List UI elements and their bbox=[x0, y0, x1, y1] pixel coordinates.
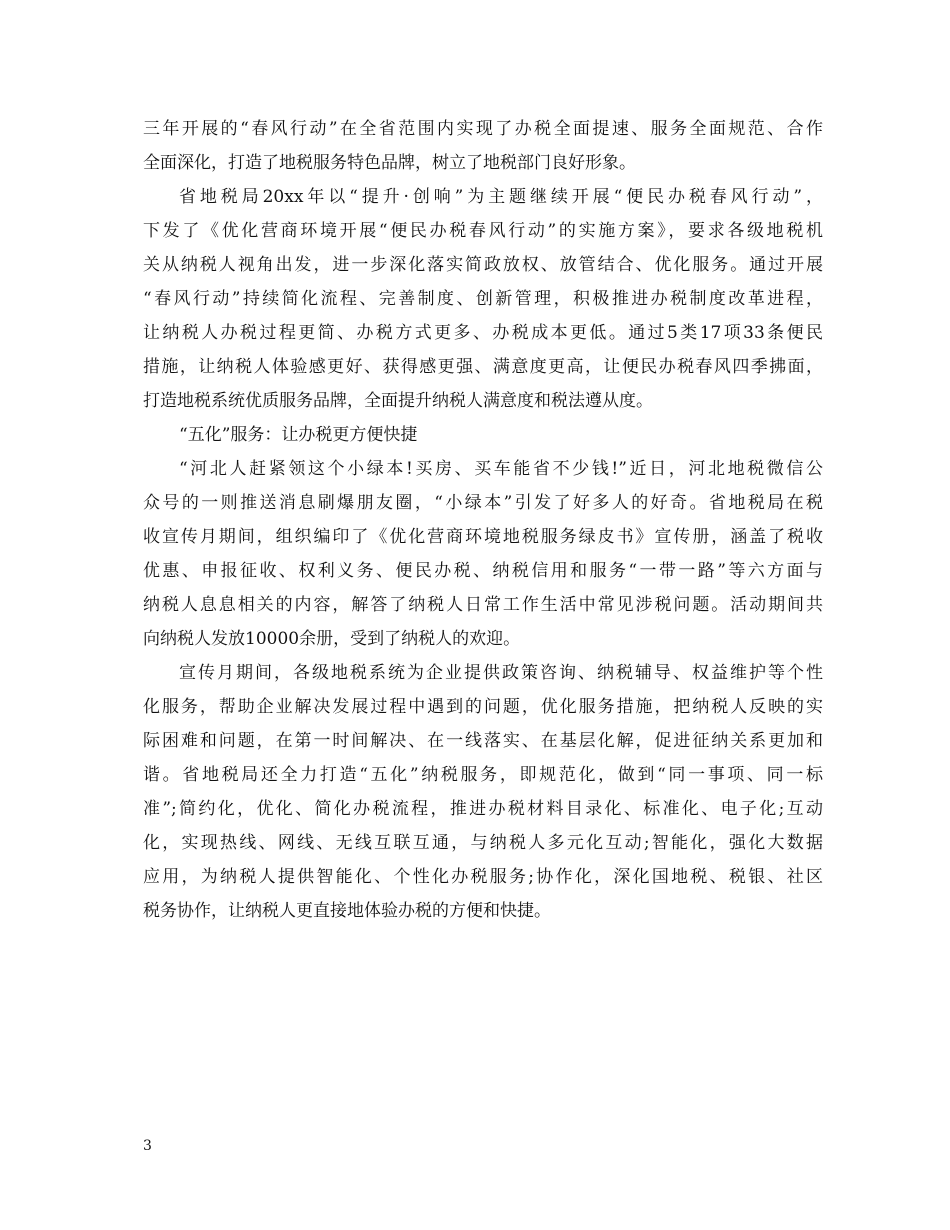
paragraph bbox=[143, 112, 823, 180]
text-line: 纳税人息息相关的内容，解答了纳税人日常工作生活中常见涉税问题。活动期间共 bbox=[143, 595, 823, 615]
paragraph bbox=[143, 180, 823, 418]
text-line: 三年开展的“春风行动”在全省范围内实现了办税全面提速、服务全面规范、合作 bbox=[143, 119, 823, 139]
text-line: 省地税局20xx年以“提升·创响”为主题继续开展“便民办税春风行动”， bbox=[179, 187, 823, 207]
paragraph bbox=[143, 452, 823, 656]
text-line: 税务协作，让纳税人更直接地体验办税的方便和快捷。 bbox=[143, 901, 551, 921]
document-body bbox=[143, 112, 823, 928]
text-line: 全面深化，打造了地税服务特色品牌，树立了地税部门良好形象。 bbox=[143, 153, 636, 173]
text-line: 优惠、申报征收、权利义务、便民办税、纳税信用和服务“一带一路”等六方面与 bbox=[143, 561, 823, 581]
text-line: 际困难和问题，在第一时间解决、在一线落实、在基层化解，促进征纳关系更加和 bbox=[143, 731, 823, 751]
text-line: “五化”服务：让办税更方便快捷 bbox=[179, 425, 418, 445]
text-line: 众号的一则推送消息刷爆朋友圈，“小绿本”引发了好多人的好奇。省地税局在税 bbox=[143, 493, 823, 513]
text-line: 关从纳税人视角出发，进一步深化落实简政放权、放管结合、优化服务。通过开展 bbox=[143, 255, 823, 275]
text-line: 应用，为纳税人提供智能化、个性化办税服务;协作化，深化国地税、税银、社区 bbox=[143, 867, 823, 887]
paragraph bbox=[143, 418, 823, 452]
text-line: 措施，让纳税人体验感更好、获得感更强、满意度更高，让便民办税春风四季拂面， bbox=[143, 357, 823, 377]
text-line: 准”;简约化，优化、简化办税流程，推进办税材料目录化、标准化、电子化;互动 bbox=[143, 799, 823, 819]
text-line: 下发了《优化营商环境开展“便民办税春风行动”的实施方案》，要求各级地税机 bbox=[143, 221, 823, 241]
text-line: “春风行动”持续简化流程、完善制度、创新管理，积极推进办税制度改革进程， bbox=[143, 289, 823, 309]
paragraph bbox=[143, 656, 823, 928]
text-line: 让纳税人办税过程更简、办税方式更多、办税成本更低。通过5类17项33条便民 bbox=[143, 323, 823, 343]
text-line: 向纳税人发放10000余册，受到了纳税人的欢迎。 bbox=[143, 629, 521, 649]
text-line: 谐。省地税局还全力打造“五化”纳税服务，即规范化，做到“同一事项、同一标 bbox=[143, 765, 823, 785]
text-line: 宣传月期间，各级地税系统为企业提供政策咨询、纳税辅导、权益维护等个性 bbox=[179, 663, 823, 683]
page-number: 3 bbox=[143, 1138, 152, 1154]
text-line: 化，实现热线、网线、无线互联互通，与纳税人多元化互动;智能化，强化大数据 bbox=[143, 833, 823, 853]
text-line: 打造地税系统优质服务品牌，全面提升纳税人满意度和税法遵从度。 bbox=[143, 391, 653, 411]
text-line: “河北人赶紧领这个小绿本!买房、买车能省不少钱!”近日，河北地税微信公 bbox=[179, 459, 823, 479]
text-line: 收宣传月期间，组织编印了《优化营商环境地税服务绿皮书》宣传册，涵盖了税收 bbox=[143, 527, 823, 547]
text-line: 化服务，帮助企业解决发展过程中遇到的问题，优化服务措施，把纳税人反映的实 bbox=[143, 697, 823, 717]
